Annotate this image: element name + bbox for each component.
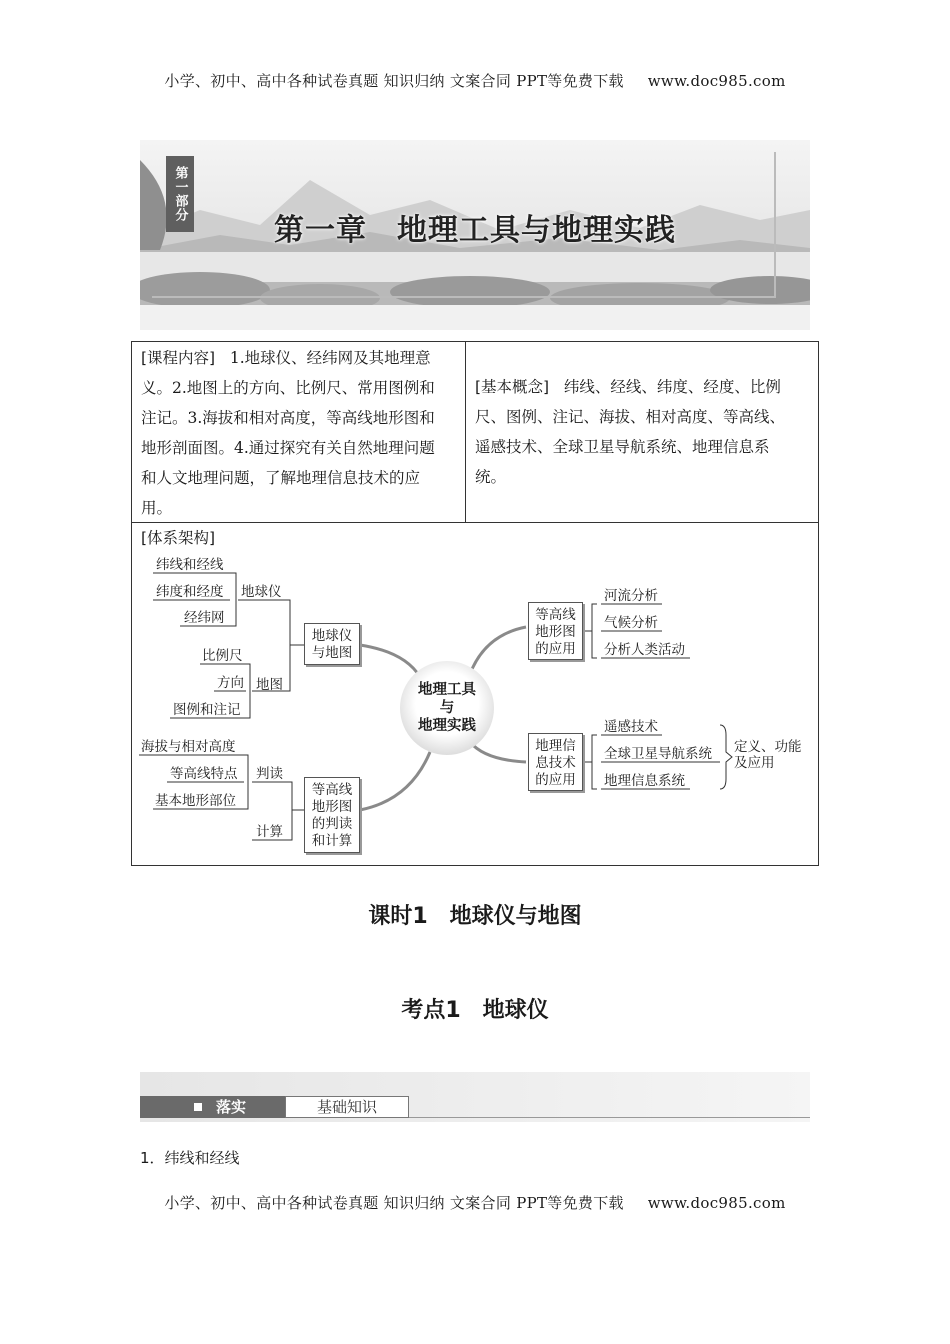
mm-center-node: 地理工具 与 地理实践: [400, 661, 494, 755]
footer-url[interactable]: www.doc985.com: [647, 1194, 786, 1212]
mm-river-analysis: 河流分析: [604, 588, 658, 604]
chapter-number: 第一章: [274, 213, 367, 248]
page-footer: [0, 1192, 950, 1213]
mm-globe-label: 地球仪: [241, 584, 282, 600]
basic-concepts-label: [基本概念]: [475, 378, 550, 396]
course-content-line-4: 地形剖面图。4.通过探究有关自然地理问题: [141, 439, 435, 457]
mm-direction: 方向: [217, 675, 244, 691]
architecture-label: [体系架构]: [141, 529, 216, 547]
mm-map-label: 地图: [256, 677, 283, 693]
mm-geo-info-box: 地理信 息技术 的应用: [528, 733, 583, 791]
lesson-title: 课时1 地球仪与地图: [368, 904, 582, 929]
section-tag-light: 基础知识: [285, 1096, 409, 1118]
mm-globe-map-box: 地球仪 与地图: [304, 623, 360, 665]
course-content-line-3: 注记。3.海拔和相对高度，等高线地形图和: [141, 409, 435, 427]
course-content-line-6: 用。: [141, 499, 173, 517]
point-title: 考点1 地球仪: [401, 998, 549, 1023]
mm-climate-analysis: 气候分析: [604, 615, 658, 631]
mm-contour-features: 等高线特点: [170, 766, 238, 782]
mm-application-box: 等高线 地形图 的应用: [528, 602, 583, 660]
mm-contour-box: 等高线 地形图 的判读 和计算: [304, 777, 360, 853]
concepts-line-4: 统。: [475, 468, 507, 486]
header-url[interactable]: www.doc985.com: [647, 72, 786, 90]
header-text: 小学、初中、高中各种试卷真题 知识归纳 文案合同 PPT等免费下载: [164, 72, 624, 90]
footer-text: 小学、初中、高中各种试卷真题 知识归纳 文案合同 PPT等免费下载: [164, 1194, 624, 1212]
mm-read-label: 判读: [256, 766, 283, 782]
item-heading: 1．纬线和经线: [140, 1149, 240, 1167]
mm-scale: 比例尺: [202, 648, 243, 664]
chapter-name: 地理工具与地理实践: [397, 213, 676, 248]
mm-human-activity: 分析人类活动: [604, 642, 685, 658]
course-content-line-5: 和人文地理问题，了解地理信息技术的应: [141, 469, 421, 487]
course-content-line-2: 义。2.地图上的方向、比例尺、常用图例和: [141, 379, 435, 397]
mm-gis: 地理信息系统: [604, 773, 685, 789]
square-bullet-icon: [194, 1103, 202, 1111]
concepts-line-2: 尺、图例、注记、海拔、相对高度、等高线、: [475, 408, 786, 426]
mm-terrain-parts: 基本地形部位: [155, 793, 236, 809]
mm-calc-label: 计算: [256, 824, 283, 840]
section-tag-dark: 落实: [140, 1096, 285, 1118]
concepts-line-1: [基本概念] 纬线、经线、纬度、经度、比例: [475, 378, 781, 396]
section-underline: [409, 1117, 810, 1118]
part-tag: 第一部分: [166, 156, 194, 232]
course-content-label: [课程内容]: [141, 349, 216, 367]
concepts-line-3: 遥感技术、全球卫星导航系统、地理信息系: [475, 438, 770, 456]
mm-remote-sensing: 遥感技术: [604, 719, 658, 735]
course-content-line-1: [课程内容] 1.地球仪、经纬网及其地理意: [141, 349, 431, 367]
mm-latitude-longitude-lines: 纬线和经线: [156, 557, 224, 573]
mm-graticule: 经纬网: [184, 610, 225, 626]
mm-definition-note: 定义、功能 及应用: [734, 739, 802, 771]
mm-altitude: 海拔与相对高度: [141, 739, 236, 755]
mm-legend-notes: 图例和注记: [173, 702, 241, 718]
mm-latitude-longitude-degrees: 纬度和经度: [156, 584, 224, 600]
mm-gnss: 全球卫星导航系统: [604, 746, 712, 762]
